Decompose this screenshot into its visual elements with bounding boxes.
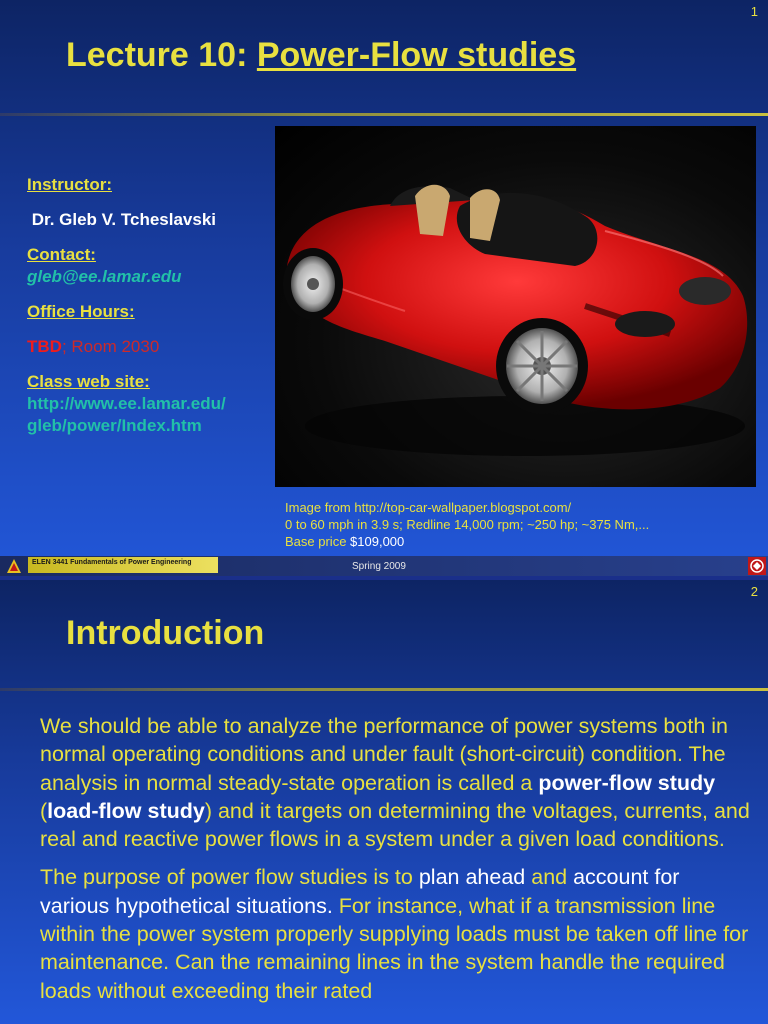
car-photo (275, 126, 756, 487)
slide-2 (0, 580, 768, 1024)
web-site-label: Class web site: (27, 372, 150, 391)
slide-body (40, 712, 750, 1015)
slide-title (66, 36, 576, 75)
title-prefix: Lecture 10: (66, 36, 257, 74)
contact-email-link[interactable]: gleb@ee.lamar.edu (27, 267, 182, 286)
photo-caption (285, 499, 649, 550)
term-load-flow-study: load-flow study (47, 798, 205, 823)
title-divider (0, 688, 768, 691)
slide-number: 1 (750, 4, 758, 19)
university-seal-icon (748, 557, 766, 575)
title-link[interactable]: Power-Flow studies (256, 36, 577, 74)
instructor-label: Instructor: (27, 175, 112, 194)
slide-number: 2 (750, 584, 758, 599)
paragraph-definition: We should be able to analyze the performance of power systems both in normal operating conditions and under fault (short-circuit) condition. The analysis in normal steady-state operation is called a power-flow study (load-flow study) and it targets on determining the voltages, currents, and real and reactive power flows in a system under a given load conditions. (40, 714, 750, 852)
caption-price: $109,000 (350, 534, 405, 549)
web-site-link[interactable]: http://www.ee.lamar.edu/ gleb/power/Index.htm (27, 394, 226, 435)
instructor-name: Dr. Gleb V. Tcheslavski (31, 210, 217, 229)
contact-label: Contact: (27, 245, 96, 264)
red-roadster-image (275, 126, 756, 487)
title-divider (0, 113, 768, 116)
footer-course-name: ELEN 3441 Fundamentals of Power Engineering (32, 559, 192, 566)
caption-source: Image from http://top-car-wallpaper.blogspot.com/ (285, 500, 572, 515)
footer-term: Spring 2009 (352, 561, 406, 572)
term-power-flow-study: power-flow study (538, 770, 716, 795)
office-hours-label: Office Hours: (27, 302, 135, 321)
office-hours-value: TBD; Room 2030 (27, 337, 160, 356)
course-info (27, 174, 267, 437)
caption-specs: 0 to 60 mph in 3.9 s; Redline 14,000 rpm; ~250 hp; ~375 Nm,... (285, 517, 650, 532)
slide-footer (0, 556, 768, 576)
caption-price-line: Base price $109,000 (285, 534, 405, 549)
paragraph-purpose: The purpose of power flow studies is to plan ahead and account for various hypothetical situations. For instance, what if a transmission line within the power system properly supplying loads must be taken off line for maintenance. Can the remaining lines in the system handle the required loads without exceeding their rated (40, 865, 749, 1003)
slide-title: Introduction (66, 614, 265, 652)
university-logo-icon (6, 558, 22, 574)
